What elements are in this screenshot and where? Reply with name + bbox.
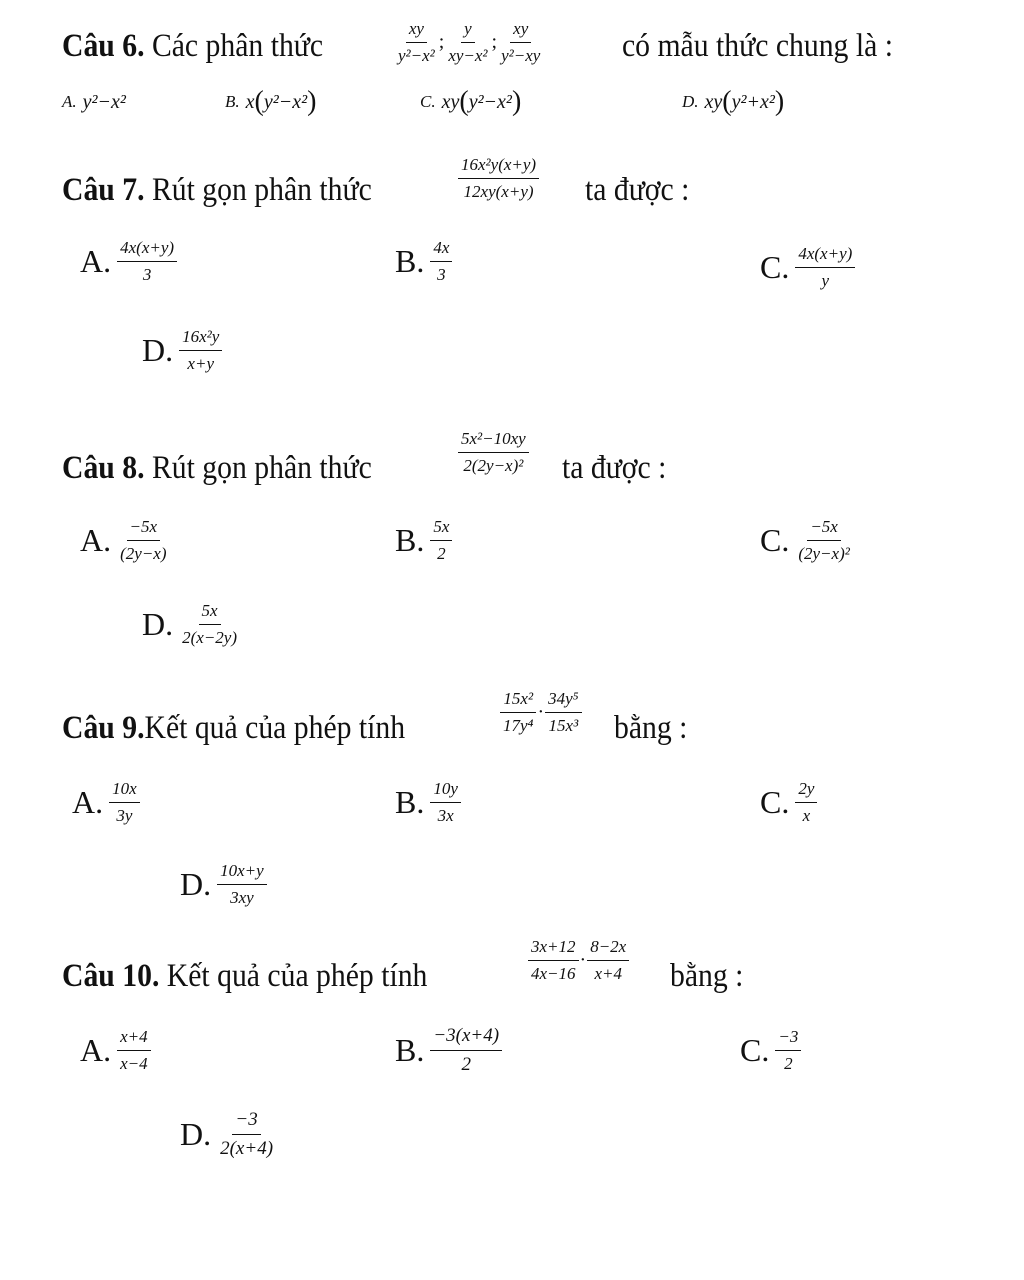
q7-option-b-den: 3 — [437, 264, 446, 284]
q6-stem — [62, 4, 352, 88]
q7-text — [62, 171, 372, 208]
q7-option-b-label: B. — [395, 242, 425, 279]
q7-option-b[interactable] — [395, 226, 452, 296]
q9-fraction-1 — [500, 689, 536, 736]
q9-option-a-num: 10x — [109, 779, 140, 803]
q6-fraction-1-den: y²−x² — [398, 45, 435, 65]
q9-option-c-den: x — [802, 805, 811, 825]
q8-option-a[interactable] — [80, 500, 170, 580]
q6-option-c-pre: xy — [441, 90, 460, 113]
q10-option-c-label: C. — [740, 1031, 770, 1068]
q6-option-d[interactable] — [682, 80, 784, 124]
q8-fraction — [458, 429, 529, 476]
q10-option-a[interactable] — [80, 1010, 151, 1090]
q6-option-c-inner: y²−x² — [468, 90, 512, 113]
q6-fraction-2-den: xy−x² — [448, 45, 488, 65]
q9-option-d-fraction — [217, 861, 267, 908]
q6-label: Câu 6. — [62, 27, 145, 64]
q10-fraction-1-num: 3x+12 — [528, 937, 579, 961]
q8-option-c-den: (2y−x)² — [798, 543, 850, 563]
q8-option-c-label: C. — [760, 521, 790, 558]
q10-fraction-1 — [528, 937, 579, 984]
q8-option-d-den: 2(x−2y) — [182, 627, 237, 647]
q9-option-d-num: 10x+y — [217, 861, 267, 885]
q7-option-a-fraction — [117, 238, 177, 285]
q8-text-before: Rút gọn phân thức — [151, 449, 372, 486]
q6-option-d-close-paren: ) — [774, 86, 785, 117]
q10-option-d-den: 2(x+4) — [220, 1137, 274, 1159]
q8-option-b[interactable] — [395, 500, 452, 580]
q10-operator: · — [579, 948, 587, 971]
q8-option-d[interactable] — [142, 584, 240, 664]
q10-fractions — [528, 920, 629, 1000]
q9-option-b-num: 10y — [430, 779, 461, 803]
q8-option-a-num: −5x — [127, 517, 161, 541]
q9-option-d-label: D. — [180, 865, 212, 902]
q10-option-c-num: −3 — [775, 1027, 801, 1051]
q7-option-d-num: 16x²y — [179, 327, 222, 351]
q10-option-a-den: x−4 — [120, 1053, 148, 1073]
q6-option-c-open-paren: ( — [459, 86, 469, 117]
q6-option-d-open-paren: ( — [722, 86, 732, 117]
q7-option-b-fraction — [430, 238, 452, 285]
q9-option-d[interactable] — [180, 844, 267, 924]
q10-option-b-den: 2 — [461, 1053, 471, 1075]
q9-option-a-den: 3y — [116, 805, 133, 825]
q7-stem — [62, 150, 406, 230]
q7-text-before: Rút gọn phân thức — [151, 171, 372, 208]
q7-fraction-num: 16x²y(x+y) — [458, 155, 539, 179]
q9-text-before: Kết quả của phép tính — [144, 709, 406, 746]
q10-option-d-num: −3 — [232, 1109, 260, 1135]
q8-option-a-label: A. — [80, 521, 112, 558]
q6-text — [62, 27, 324, 64]
q6-option-a-expr: y²−x² — [82, 90, 126, 113]
q9-option-a-fraction — [109, 779, 140, 826]
q10-stem — [62, 936, 468, 1016]
q10-option-d-label: D. — [180, 1115, 212, 1152]
q8-stem-after — [562, 428, 678, 508]
q7-option-a-label: A. — [80, 242, 112, 279]
q8-stem — [62, 428, 406, 508]
q6-fraction-1-num: xy — [406, 19, 427, 43]
q7-option-a-num: 4x(x+y) — [117, 238, 177, 262]
q9-option-a[interactable] — [72, 762, 140, 842]
q9-option-c[interactable] — [760, 762, 817, 842]
q8-option-b-num: 5x — [430, 517, 452, 541]
q9-label: Câu 9. — [62, 709, 145, 746]
q9-stem — [62, 688, 443, 768]
q8-text — [62, 449, 372, 486]
q7-fraction — [458, 155, 539, 202]
q10-label: Câu 10. — [62, 957, 160, 994]
q8-option-d-label: D. — [142, 605, 174, 642]
q7-fraction-den: 12xy(x+y) — [463, 181, 534, 201]
q6-option-b-label: B. — [225, 92, 240, 111]
q8-option-c[interactable] — [760, 500, 853, 580]
q9-option-c-num: 2y — [795, 779, 817, 803]
q7-option-c-den: y — [821, 270, 830, 290]
q9-option-a-label: A. — [72, 783, 104, 820]
q10-fraction-2-num: 8−2x — [587, 937, 629, 961]
q8-option-b-den: 2 — [437, 543, 446, 563]
q10-option-b-num: −3(x+4) — [430, 1025, 502, 1051]
q6-option-a-label: A. — [62, 92, 77, 111]
q6-fraction-2-num: y — [461, 19, 475, 43]
q10-text — [62, 957, 428, 994]
q7-option-a-den: 3 — [142, 264, 152, 284]
q6-option-d-inner: y²+x² — [731, 90, 775, 113]
q7-option-b-num: 4x — [430, 238, 452, 262]
q8-option-c-fraction — [795, 517, 852, 564]
q6-option-b-close-paren: ) — [307, 86, 317, 117]
q7-option-c-label: C. — [760, 248, 790, 285]
q10-fraction-2-den: x+4 — [594, 963, 622, 983]
q10-option-b-label: B. — [395, 1031, 425, 1068]
q6-option-b-inner: y²−x² — [263, 90, 308, 113]
q6-option-b-pre: x — [245, 90, 255, 113]
q7-option-a[interactable] — [80, 226, 177, 296]
q10-option-d[interactable] — [180, 1094, 276, 1174]
q7-option-d-fraction — [179, 327, 222, 374]
q8-label: Câu 8. — [62, 449, 145, 486]
q10-option-b-fraction — [430, 1025, 502, 1076]
q10-option-a-num: x+4 — [117, 1027, 151, 1051]
q8-option-a-den: (2y−x) — [120, 543, 167, 563]
q7-option-c[interactable] — [760, 232, 855, 302]
q7-stem-after — [585, 150, 701, 230]
q6-fraction-3 — [498, 19, 543, 66]
q10-option-d-fraction — [217, 1109, 276, 1160]
q7-option-c-num: 4x(x+y) — [795, 244, 855, 268]
q6-fraction-3-num: xy — [510, 19, 531, 43]
q6-text-before: Các phân thức — [151, 27, 324, 64]
q10-option-c-den: 2 — [784, 1053, 793, 1073]
q6-option-c[interactable] — [420, 80, 521, 124]
q6-option-c-close-paren: ) — [511, 86, 522, 117]
q10-option-b[interactable] — [395, 1010, 502, 1090]
q10-option-a-fraction — [117, 1027, 151, 1074]
q7-text-after: ta được : — [585, 171, 690, 208]
q7-option-d-label: D. — [142, 331, 174, 368]
q8-fraction-wrap — [458, 412, 529, 492]
q10-text-after: bằng : — [670, 957, 744, 994]
q6-option-c-label: C. — [420, 92, 436, 111]
q8-option-a-fraction — [117, 517, 169, 564]
q9-fraction-2-den: 15x³ — [548, 715, 579, 735]
q7-fraction-wrap — [458, 138, 539, 218]
q8-option-b-fraction — [430, 517, 452, 564]
q6-option-a[interactable] — [62, 82, 126, 122]
q6-option-d-label: D. — [682, 92, 699, 111]
q6-fraction-2 — [445, 19, 490, 66]
q6-option-d-pre: xy — [704, 90, 723, 113]
q9-fraction-2-num: 34y⁵ — [545, 689, 581, 713]
q8-text-after: ta được : — [562, 449, 667, 486]
q9-text — [62, 709, 406, 746]
q9-option-c-fraction — [795, 779, 817, 826]
q8-option-d-num: 5x — [199, 601, 221, 625]
q6-separator-1: ; — [438, 30, 445, 53]
q10-stem-after — [670, 936, 752, 1016]
q9-option-d-den: 3xy — [230, 887, 254, 907]
q9-operator: · — [537, 700, 545, 723]
q6-stem-after — [622, 4, 923, 88]
q7-label: Câu 7. — [62, 171, 145, 208]
q7-option-d-den: x+y — [187, 353, 214, 373]
q6-text-after: có mẫu thức chung là : — [622, 27, 893, 64]
q9-text-after: bằng : — [614, 709, 688, 746]
q10-text-before: Kết quả của phép tính — [166, 957, 428, 994]
q6-fraction-3-den: y²−xy — [501, 45, 541, 65]
q10-fraction-2 — [587, 937, 629, 984]
q9-option-b-fraction — [430, 779, 461, 826]
q10-option-c-fraction — [775, 1027, 801, 1074]
q7-option-c-fraction — [795, 244, 855, 291]
q9-fraction-1-num: 15x² — [500, 689, 536, 713]
q7-option-d[interactable] — [142, 315, 222, 385]
q9-fractions — [500, 672, 582, 752]
q9-option-c-label: C. — [760, 783, 790, 820]
q9-option-b[interactable] — [395, 762, 461, 842]
q8-option-c-num: −5x — [807, 517, 841, 541]
q9-option-b-label: B. — [395, 783, 425, 820]
q8-option-b-label: B. — [395, 521, 425, 558]
q10-fraction-1-den: 4x−16 — [531, 963, 576, 983]
q6-fraction-1 — [395, 19, 438, 66]
q9-fraction-2 — [545, 689, 581, 736]
q6-option-b[interactable] — [225, 80, 316, 124]
q8-option-d-fraction — [179, 601, 240, 648]
q9-option-b-den: 3x — [437, 805, 454, 825]
q10-option-c[interactable] — [740, 1010, 801, 1090]
q10-option-a-label: A. — [80, 1031, 112, 1068]
q9-fraction-1-den: 17y⁴ — [503, 715, 534, 735]
q9-stem-after — [614, 688, 696, 768]
q6-separator-2: ; — [491, 30, 498, 53]
q6-option-b-open-paren: ( — [254, 86, 264, 117]
q6-fractions — [395, 2, 543, 82]
q8-fraction-num: 5x²−10xy — [458, 429, 529, 453]
q8-fraction-den: 2(2y−x)² — [463, 455, 524, 475]
